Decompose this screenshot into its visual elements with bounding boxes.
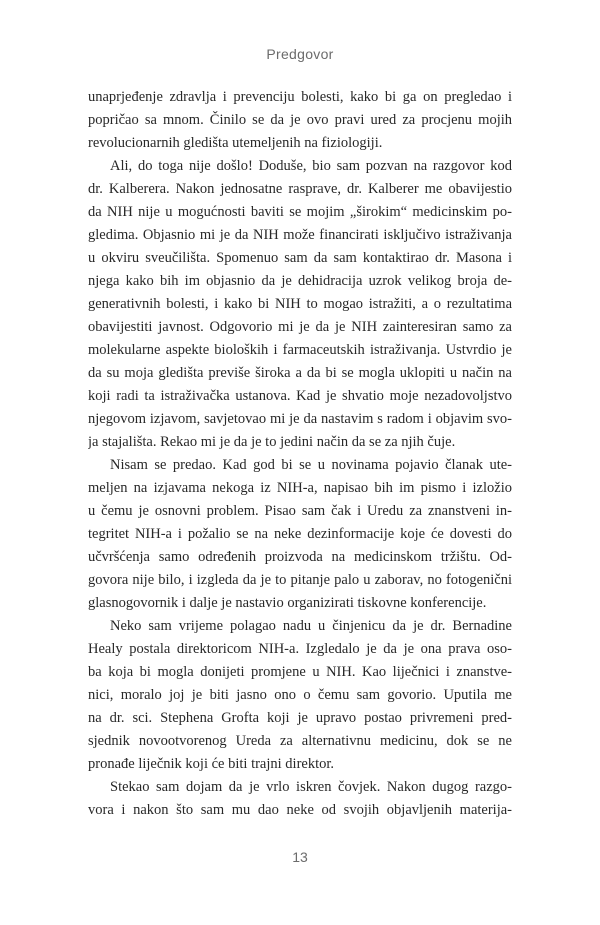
text-line: Stekao sam dojam da je vrlo iskren čovjek. Nakon dugog razgo-	[110, 779, 512, 795]
text-line: Ali, do toga nije došlo! Doduše, bio sam pozvan na razgovor kod	[110, 158, 512, 174]
text-line: vora i nakon što sam mu dao neke od svojih objavljenih materija-	[88, 802, 512, 818]
text-line: dr. Kalberera. Nakon jednosatne rasprave, dr. Kalberer me obavijestio	[88, 181, 512, 197]
text-line: nici, moralo joj je biti jasno ono o čemu sam govorio. Uputila me	[88, 687, 512, 703]
text-line: da NIH nije u mogućnosti baviti se mojim „širokim“ medicinskim po-	[88, 204, 512, 220]
text-line: Neko sam vrijeme polagao nadu u činjenicu da je dr. Bernadine	[110, 618, 512, 634]
text-line: njegovom izjavom, savjetovao mi je da nastavim s radom i objavim svo-	[88, 411, 512, 427]
text-line: glasnogovornik i dalje je nastavio organizirati tiskovne konferencije.	[88, 595, 487, 611]
text-line: u okviru sveučilišta. Spomenuo sam da sam kontaktirao dr. Masona i	[88, 250, 512, 266]
text-line: na dr. sci. Stephena Grofta koji je upravo postao privremeni pred-	[88, 710, 512, 726]
text-line: ba koja bi mogla donijeti promjene u NIH. Kao liječnici i znanstve-	[88, 664, 512, 680]
text-line: generativnih bolesti, i kako bi NIH to mogao istražiti, a o rezultatima	[88, 296, 512, 312]
text-line: ja stajališta. Rekao mi je da je to jedini način da se za njih čuje.	[88, 434, 456, 450]
text-line: popričao sa mnom. Činilo se da je ovo pravi ured za procjenu mojih	[88, 112, 512, 128]
text-line: učvršćenja samo određenih proizvoda na medicinskom tržištu. Od-	[88, 549, 512, 565]
text-line: sjednik novootvorenog Ureda za alternativnu medicinu, dok se ne	[88, 733, 512, 749]
text-line: pronađe liječnik koji će biti trajni direktor.	[88, 756, 335, 772]
text-line: unaprjeđenje zdravlja i prevenciju bolesti, kako bi ga on pregledao i	[88, 89, 512, 105]
running-header: Predgovor	[266, 46, 334, 62]
page-number: 13	[292, 849, 308, 865]
text-line: koji radi ta istraživačka ustanova. Kad je shvatio moje nezadovoljstvo	[88, 388, 512, 404]
text-line: obavijestiti javnost. Odgovorio mi je da je NIH zainteresiran samo za	[88, 319, 512, 335]
text-line: meljen na izjavama nekoga iz NIH-a, napisao bih im pismo i izložio	[88, 480, 512, 496]
text-line: njega kako bih im objasnio da je dehidracija uzrok velikog broja de-	[88, 273, 512, 289]
text-line: Healy postala direktoricom NIH-a. Izgledalo je da je ona prava oso-	[88, 641, 512, 657]
text-line: da su moja gledišta previše široka a da bi se mogla uklopiti u način na	[88, 365, 512, 381]
text-line: govora nije bilo, i izgleda da je to pitanje palo u zaborav, no fotogenični	[88, 572, 512, 588]
text-line: molekularne aspekte bioloških i farmaceutskih istraživanja. Ustvrdio je	[88, 342, 512, 358]
text-line: revolucionarnih gledišta utemeljenih na fiziologiji.	[88, 135, 383, 151]
text-line: Nisam se predao. Kad god bi se u novinama pojavio članak ute-	[110, 457, 512, 473]
text-line: u čemu je osnovni problem. Pisao sam čak i Uredu za znanstveni in-	[88, 503, 512, 519]
text-block	[88, 86, 512, 822]
text-line: gledima. Objasnio mi je da NIH može financirati isključivo istraživanja	[88, 227, 512, 243]
text-line: tegritet NIH-a i požalio se na neke dezinformacije koje će dovesti do	[88, 526, 512, 542]
